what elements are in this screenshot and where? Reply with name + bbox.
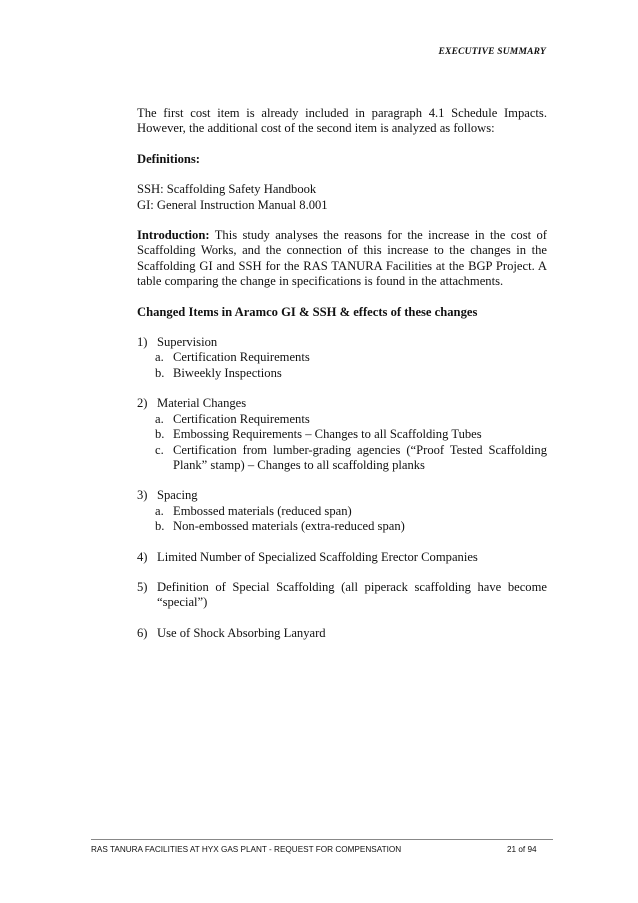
list-item xyxy=(137,396,547,473)
list-item-label: Definition of Special Scaffolding (all piperack scaffolding have become “special”) xyxy=(157,579,547,610)
footer-title: RAS TANURA FACILITIES AT HYX GAS PLANT - REQUEST FOR COMPENSATION xyxy=(91,845,402,854)
sub-item-letter: c. xyxy=(155,442,164,457)
sub-item-text: Certification Requirements xyxy=(173,411,310,426)
section-header: EXECUTIVE SUMMARY xyxy=(438,47,546,57)
list-item-label: Limited Number of Specialized Scaffolding Erector Companies xyxy=(157,549,478,564)
definition-gi: GI: General Instruction Manual 8.001 xyxy=(137,197,328,212)
list-item-label: Supervision xyxy=(157,335,218,350)
sub-item-letter: b. xyxy=(155,519,165,534)
sub-item-text: Biweekly Inspections xyxy=(173,365,282,380)
page-content xyxy=(137,106,547,641)
list-item xyxy=(137,335,547,381)
list-item-number: 1) xyxy=(137,335,148,350)
list-item-number: 5) xyxy=(137,579,148,594)
definitions-heading: Definitions: xyxy=(137,151,200,166)
sub-item-text: Non-embossed materials (extra-reduced span) xyxy=(173,519,405,534)
list-item xyxy=(137,580,547,611)
sub-item-letter: b. xyxy=(155,427,165,442)
list-item-label: Material Changes xyxy=(157,396,247,411)
list-item-number: 4) xyxy=(137,549,148,564)
intro-paragraph: The first cost item is already included in paragraph 4.1 Schedule Impacts. However, the additional cost of the second item is analyzed as follows: xyxy=(137,106,547,136)
sub-item-letter: a. xyxy=(155,503,164,518)
sub-item xyxy=(155,427,547,442)
sub-item-letter: a. xyxy=(155,350,164,365)
sub-item xyxy=(155,519,547,534)
list-item-label: Spacing xyxy=(157,488,198,503)
sub-item xyxy=(155,443,547,474)
sub-item xyxy=(155,366,547,381)
list-item xyxy=(137,626,547,641)
sub-item-text: Certification Requirements xyxy=(173,350,310,365)
footer-divider xyxy=(91,839,553,840)
list-item-number: 2) xyxy=(137,396,148,411)
sub-item-text: Certification from lumber-grading agencies (“Proof Tested Scaffolding Plank” stamp) – Changes to all scaffolding planks xyxy=(173,442,547,472)
sub-item xyxy=(155,412,547,427)
list-item-label: Use of Shock Absorbing Lanyard xyxy=(157,625,326,640)
changed-items-heading: Changed Items in Aramco GI & SSH & effects of these changes xyxy=(137,304,478,319)
introduction-text: This study analyses the reasons for the increase in the cost of Scaffolding Works, and the connection of this increase to the changes in the Scaffolding GI and SSH for the RAS TANURA Facilities at the BGP Project. A table comparing the change in specifications is found in the attachments. xyxy=(137,228,547,289)
sub-item-text: Embossed materials (reduced span) xyxy=(173,503,352,518)
introduction-label: Introduction: xyxy=(137,228,210,243)
sub-item-letter: a. xyxy=(155,411,164,426)
list-item-number: 6) xyxy=(137,625,148,640)
sub-item-text: Embossing Requirements – Changes to all Scaffolding Tubes xyxy=(173,427,482,442)
definition-ssh: SSH: Scaffolding Safety Handbook xyxy=(137,182,317,197)
sub-item-letter: b. xyxy=(155,365,165,380)
list-item xyxy=(137,550,547,565)
list-item xyxy=(137,488,547,534)
sub-item xyxy=(155,350,547,365)
list-item-number: 3) xyxy=(137,488,148,503)
introduction-paragraph xyxy=(137,228,547,290)
page-number: 21 of 94 xyxy=(507,845,537,854)
sub-item xyxy=(155,504,547,519)
